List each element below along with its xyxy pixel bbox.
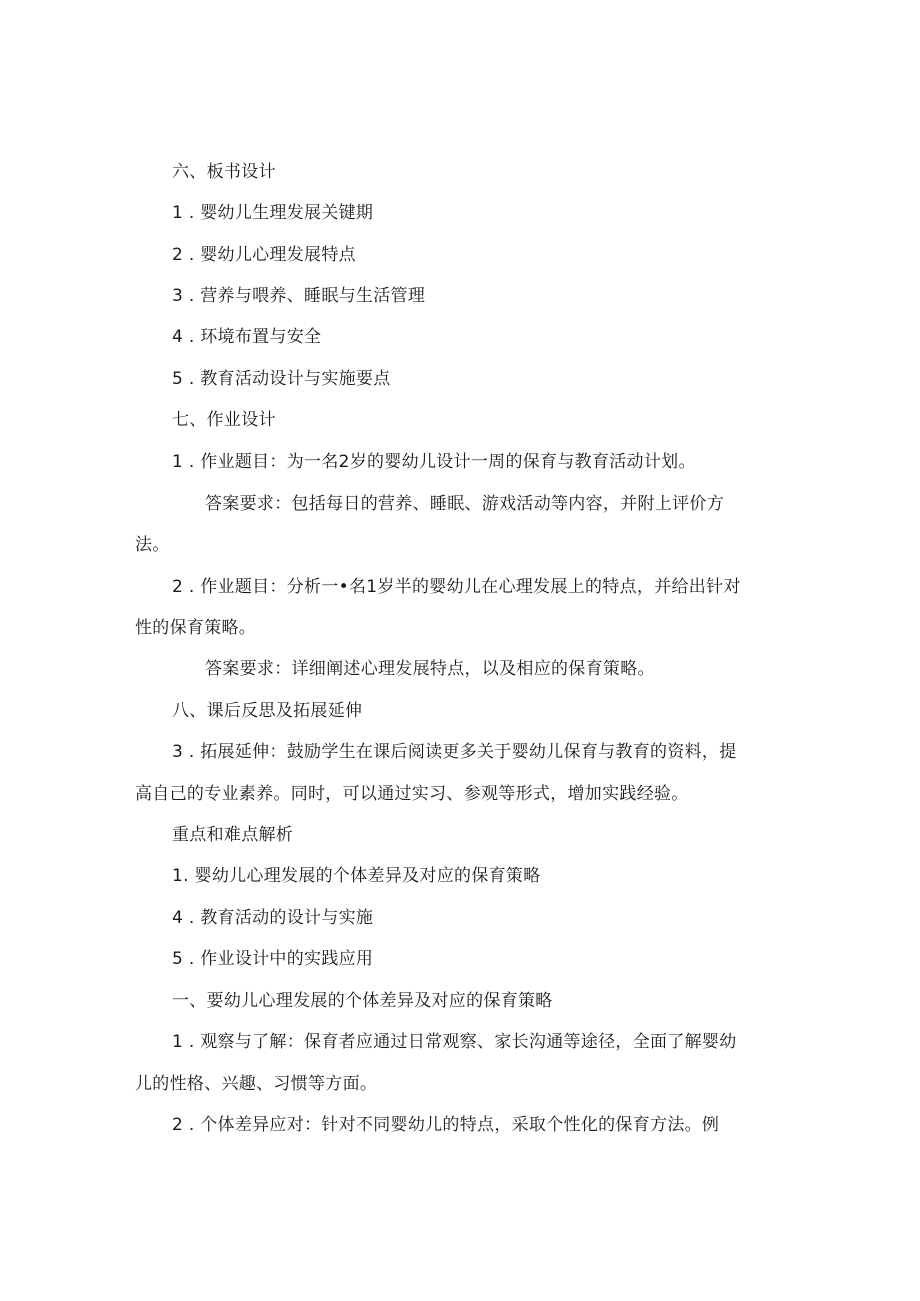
list-item: 4 . 教育活动的设计与实施 bbox=[172, 908, 374, 928]
list-item: 2 . 婴幼儿心理发展特点 bbox=[172, 245, 356, 265]
list-item: 1. 婴幼儿心理发展的个体差异及对应的保育策略 bbox=[172, 866, 541, 886]
list-item: 1 . 婴幼儿生理发展关键期 bbox=[172, 203, 374, 223]
paragraph-line: 1 . 作业题目：为一名2岁的婴幼儿设计一周的保育与教育活动计划。 bbox=[172, 452, 696, 472]
paragraph-line: 高自己的专业素养。同时，可以通过实习、参观等形式，增加实践经验。 bbox=[135, 784, 689, 804]
section-heading-homework-design: 七、作业设计 bbox=[172, 410, 276, 430]
list-item: 5 . 作业设计中的实践应用 bbox=[172, 949, 374, 969]
paragraph-line: 儿的性格、兴趣、习惯等方面。 bbox=[135, 1074, 378, 1094]
list-item: 4 . 环境布置与安全 bbox=[172, 327, 322, 347]
paragraph-line: 答案要求：详细阐述心理发展特点，以及相应的保育策略。 bbox=[205, 659, 655, 679]
list-item: 5 . 教育活动设计与实施要点 bbox=[172, 369, 391, 389]
paragraph-line: 1 . 观察与了解：保育者应通过日常观察、家长沟通等途径，全面了解婴幼 bbox=[172, 1032, 737, 1052]
section-heading-key-points: 重点和难点解析 bbox=[172, 825, 294, 845]
paragraph-line: 2 . 个体差异应对：针对不同婴幼儿的特点，采取个性化的保育方法。例 bbox=[172, 1115, 720, 1135]
section-heading-board-design: 六、板书设计 bbox=[172, 162, 276, 182]
list-item: 3 . 营养与喂养、睡眠与生活管理 bbox=[172, 286, 426, 306]
section-heading-reflection: 八、课后反思及拓展延伸 bbox=[172, 701, 363, 721]
paragraph-line: 2 . 作业题目：分析一•名1岁半的婴幼儿在心理发展上的特点，并给出针对 bbox=[172, 577, 741, 597]
paragraph-line: 法。 bbox=[135, 535, 170, 555]
paragraph-line: 3 . 拓展延伸：鼓励学生在课后阅读更多关于婴幼儿保育与教育的资料，提 bbox=[172, 742, 737, 762]
paragraph-line: 性的保育策略。 bbox=[135, 618, 257, 638]
paragraph-line: 答案要求：包括每日的营养、睡眠、游戏活动等内容，并附上评价方 bbox=[205, 494, 724, 514]
section-heading-individual-differences: 一、要幼儿心理发展的个体差异及对应的保育策略 bbox=[172, 991, 553, 1011]
